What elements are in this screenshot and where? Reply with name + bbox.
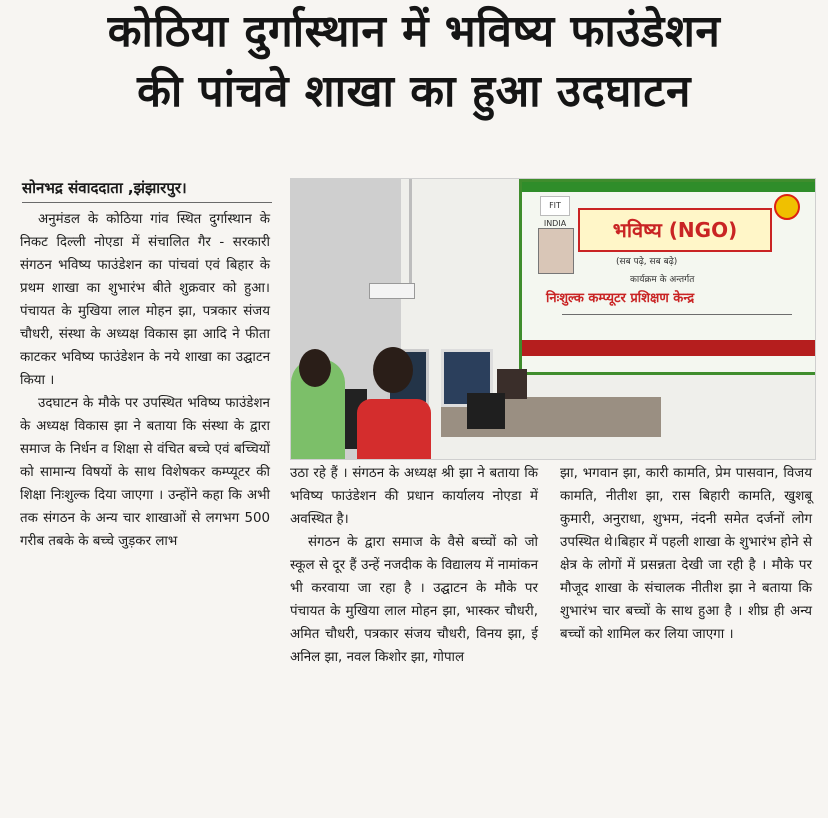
banner-address-lines [562, 314, 792, 339]
headline-line-1: कोठिया दुर्गास्थान में भविष्य फाउंडेशन [107, 6, 721, 57]
col3-paragraph-1: झा, भगवान झा, कारी कामति, प्रेम पासवान, विजय कामति, नीतीश झा, रास बिहारी कामति, खुशबू कुमारी, अनुराधा, शुभम, नंदनी समेत दर्जनों लोग उपस्थित थे।बिहार में पहली शाखा के शुभारंभ होने से क्षेत्र के लोगों में प्रसन्नता देखी जा रही है । मौके पर मौजूद शाखा के संचालक नीतीश झा ने बताया कि शुभारंभ चार बच्चों के साथ हुआ है । शीघ्र ही अन्य बच्चों को शामिल कर लिया जाएगा । [560, 466, 812, 642]
banner-child-photo [538, 228, 574, 274]
banner-bottom-stripe [522, 340, 816, 356]
photo-socket [369, 283, 415, 299]
photo-pipe [409, 179, 412, 294]
banner-subtitle: कार्यक्रम के अन्तर्गत [630, 275, 695, 285]
emblem-icon [774, 194, 800, 220]
photo-child-green-head [299, 349, 331, 387]
article-column-1 [20, 208, 270, 553]
col2-paragraph-2: संगठन के द्वारा समाज के वैसे बच्चों को जो स्कूल से दूर हैं उन्हें नजदीक के विद्यालय में नामांकन भी करवाया जा रहा है । उद्घाटन के मौके पर पंचायत के मुखिया लाल मोहन झा, भास्कर चौधरी, अमित चौधरी, पत्रकार संजय चौधरी, विनय झा, ई अनिल झा, नवल किशोर झा, गोपाल [290, 535, 538, 665]
fit-india-logo: FIT INDIA [540, 196, 570, 216]
article-column-3 [560, 462, 812, 646]
headline-line-2: की पांचवे शाखा का हुआ उदघाटन [137, 66, 691, 117]
col1-paragraph-1: अनुमंडल के कोठिया गांव स्थित दुर्गास्थान के निकट दिल्ली नोएडा में संचालित गैर - सरकारी संगठन भविष्य फाउंडेशन का पांचवां एवं बिहार के प्रथम शाखा का शुभारंभ बीते शुक्रवार को हुआ।पंचायत के मुखिया लाल मोहन झा, पत्रकार संजय चौधरी, संस्था के अध्यक्ष विकास झा आदि ने फीता काटकर भविष्य फाउंडेशन के नये शाखा का उद्घाटन किया । [20, 212, 270, 388]
banner-center-name: निःशुल्क कम्प्यूटर प्रशिक्षण केन्द्र [546, 291, 695, 306]
banner-title: भविष्य (NGO) [578, 208, 772, 252]
banner-top-stripe [522, 182, 816, 192]
news-photo [290, 178, 816, 460]
banner-tagline: (सब पढ़े, सब बढ़े) [616, 257, 678, 267]
col1-paragraph-2: उदघाटन के मौके पर उपस्थित भविष्य फाउंडेशन के अध्यक्ष विकास झा ने बताया कि संस्था के द्वारा समाज के निर्धन व शिक्षा से वंचित बच्चे एवं बच्चियों को सामान्य विषयों के साथ विशेषकर कम्प्यूटर की शिक्षा निःशुल्क दिया जाएगा । उन्होंने कहा कि अभी तक संगठन के अन्य चार शाखाओं से लगभग 500 गरीब तबके के बच्चे जुड़कर लाभ [20, 396, 270, 549]
article-column-2 [290, 462, 538, 669]
ngo-banner [519, 179, 816, 375]
byline: सोनभद्र संवाददाता ,झंझारपुर। [22, 178, 272, 203]
photo-cpu [467, 393, 505, 429]
headline [0, 6, 828, 118]
photo-child-red [357, 399, 431, 459]
photo-child-red-head [373, 347, 413, 393]
col2-paragraph-1: उठा रहे हैं । संगठन के अध्यक्ष श्री झा ने बताया कि भविष्य फाउंडेशन की प्रधान कार्यालय नोएडा में अवस्थित है। [290, 466, 538, 527]
